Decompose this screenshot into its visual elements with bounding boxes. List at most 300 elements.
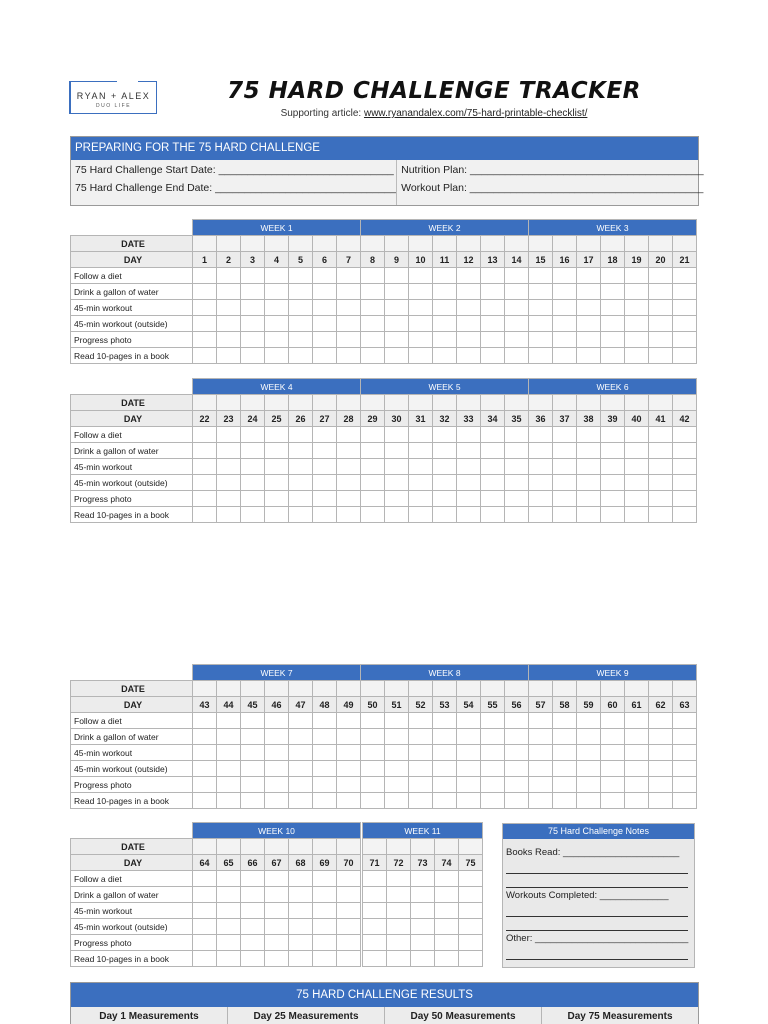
notes-rule[interactable] xyxy=(506,946,688,960)
checkbox-cell[interactable] xyxy=(361,443,385,459)
checkbox-cell[interactable] xyxy=(673,284,697,300)
date-cell[interactable] xyxy=(409,395,433,411)
checkbox-cell[interactable] xyxy=(625,300,649,316)
checkbox-cell[interactable] xyxy=(363,935,387,951)
nutrition-plan-field[interactable]: Nutrition Plan: ________________________________________ xyxy=(401,164,704,176)
date-cell[interactable] xyxy=(313,236,337,252)
checkbox-cell[interactable] xyxy=(435,887,459,903)
end-date-field[interactable]: 75 Hard Challenge End Date: _______________________________ xyxy=(75,182,397,194)
checkbox-cell[interactable] xyxy=(553,459,577,475)
date-cell[interactable] xyxy=(217,395,241,411)
checkbox-cell[interactable] xyxy=(553,284,577,300)
checkbox-cell[interactable] xyxy=(481,761,505,777)
checkbox-cell[interactable] xyxy=(337,729,361,745)
checkbox-cell[interactable] xyxy=(625,348,649,364)
checkbox-cell[interactable] xyxy=(529,475,553,491)
checkbox-cell[interactable] xyxy=(577,348,601,364)
checkbox-cell[interactable] xyxy=(673,443,697,459)
date-cell[interactable] xyxy=(409,236,433,252)
checkbox-cell[interactable] xyxy=(289,284,313,300)
checkbox-cell[interactable] xyxy=(265,903,289,919)
checkbox-cell[interactable] xyxy=(601,793,625,809)
checkbox-cell[interactable] xyxy=(337,348,361,364)
checkbox-cell[interactable] xyxy=(409,777,433,793)
checkbox-cell[interactable] xyxy=(241,713,265,729)
checkbox-cell[interactable] xyxy=(411,887,435,903)
checkbox-cell[interactable] xyxy=(457,745,481,761)
checkbox-cell[interactable] xyxy=(529,443,553,459)
checkbox-cell[interactable] xyxy=(265,729,289,745)
checkbox-cell[interactable] xyxy=(217,459,241,475)
checkbox-cell[interactable] xyxy=(649,316,673,332)
checkbox-cell[interactable] xyxy=(385,793,409,809)
checkbox-cell[interactable] xyxy=(529,793,553,809)
checkbox-cell[interactable] xyxy=(601,761,625,777)
checkbox-cell[interactable] xyxy=(601,507,625,523)
checkbox-cell[interactable] xyxy=(361,745,385,761)
date-cell[interactable] xyxy=(577,395,601,411)
checkbox-cell[interactable] xyxy=(289,919,313,935)
checkbox-cell[interactable] xyxy=(433,427,457,443)
checkbox-cell[interactable] xyxy=(241,887,265,903)
checkbox-cell[interactable] xyxy=(459,951,483,967)
date-cell[interactable] xyxy=(193,839,217,855)
date-cell[interactable] xyxy=(385,681,409,697)
checkbox-cell[interactable] xyxy=(387,951,411,967)
checkbox-cell[interactable] xyxy=(337,316,361,332)
checkbox-cell[interactable] xyxy=(337,935,361,951)
checkbox-cell[interactable] xyxy=(529,316,553,332)
checkbox-cell[interactable] xyxy=(409,793,433,809)
date-cell[interactable] xyxy=(433,395,457,411)
checkbox-cell[interactable] xyxy=(433,284,457,300)
checkbox-cell[interactable] xyxy=(385,745,409,761)
checkbox-cell[interactable] xyxy=(481,443,505,459)
checkbox-cell[interactable] xyxy=(193,777,217,793)
date-cell[interactable] xyxy=(505,395,529,411)
date-cell[interactable] xyxy=(363,839,387,855)
checkbox-cell[interactable] xyxy=(649,300,673,316)
checkbox-cell[interactable] xyxy=(625,745,649,761)
checkbox-cell[interactable] xyxy=(457,777,481,793)
checkbox-cell[interactable] xyxy=(625,761,649,777)
checkbox-cell[interactable] xyxy=(649,459,673,475)
checkbox-cell[interactable] xyxy=(577,745,601,761)
checkbox-cell[interactable] xyxy=(217,951,241,967)
checkbox-cell[interactable] xyxy=(337,713,361,729)
checkbox-cell[interactable] xyxy=(193,871,217,887)
checkbox-cell[interactable] xyxy=(313,284,337,300)
checkbox-cell[interactable] xyxy=(433,475,457,491)
checkbox-cell[interactable] xyxy=(193,300,217,316)
checkbox-cell[interactable] xyxy=(385,284,409,300)
checkbox-cell[interactable] xyxy=(433,459,457,475)
checkbox-cell[interactable] xyxy=(435,919,459,935)
checkbox-cell[interactable] xyxy=(289,507,313,523)
checkbox-cell[interactable] xyxy=(649,475,673,491)
checkbox-cell[interactable] xyxy=(289,300,313,316)
checkbox-cell[interactable] xyxy=(217,745,241,761)
checkbox-cell[interactable] xyxy=(673,268,697,284)
checkbox-cell[interactable] xyxy=(265,348,289,364)
date-cell[interactable] xyxy=(337,395,361,411)
date-cell[interactable] xyxy=(553,236,577,252)
checkbox-cell[interactable] xyxy=(577,729,601,745)
checkbox-cell[interactable] xyxy=(313,871,337,887)
checkbox-cell[interactable] xyxy=(409,729,433,745)
date-cell[interactable] xyxy=(459,839,483,855)
checkbox-cell[interactable] xyxy=(673,475,697,491)
checkbox-cell[interactable] xyxy=(265,713,289,729)
checkbox-cell[interactable] xyxy=(625,443,649,459)
checkbox-cell[interactable] xyxy=(529,745,553,761)
checkbox-cell[interactable] xyxy=(433,316,457,332)
checkbox-cell[interactable] xyxy=(265,793,289,809)
checkbox-cell[interactable] xyxy=(625,268,649,284)
checkbox-cell[interactable] xyxy=(337,761,361,777)
date-cell[interactable] xyxy=(625,395,649,411)
date-cell[interactable] xyxy=(457,236,481,252)
checkbox-cell[interactable] xyxy=(313,316,337,332)
checkbox-cell[interactable] xyxy=(433,507,457,523)
checkbox-cell[interactable] xyxy=(265,300,289,316)
checkbox-cell[interactable] xyxy=(361,729,385,745)
checkbox-cell[interactable] xyxy=(193,348,217,364)
checkbox-cell[interactable] xyxy=(673,332,697,348)
checkbox-cell[interactable] xyxy=(217,332,241,348)
checkbox-cell[interactable] xyxy=(289,887,313,903)
checkbox-cell[interactable] xyxy=(193,284,217,300)
checkbox-cell[interactable] xyxy=(313,745,337,761)
checkbox-cell[interactable] xyxy=(649,443,673,459)
notes-rule[interactable] xyxy=(506,903,688,917)
checkbox-cell[interactable] xyxy=(337,443,361,459)
checkbox-cell[interactable] xyxy=(409,332,433,348)
date-cell[interactable] xyxy=(625,236,649,252)
date-cell[interactable] xyxy=(193,681,217,697)
checkbox-cell[interactable] xyxy=(289,491,313,507)
checkbox-cell[interactable] xyxy=(433,745,457,761)
checkbox-cell[interactable] xyxy=(385,427,409,443)
checkbox-cell[interactable] xyxy=(481,713,505,729)
checkbox-cell[interactable] xyxy=(385,777,409,793)
checkbox-cell[interactable] xyxy=(289,793,313,809)
checkbox-cell[interactable] xyxy=(241,903,265,919)
date-cell[interactable] xyxy=(481,395,505,411)
date-cell[interactable] xyxy=(313,681,337,697)
checkbox-cell[interactable] xyxy=(553,427,577,443)
checkbox-cell[interactable] xyxy=(649,332,673,348)
checkbox-cell[interactable] xyxy=(457,348,481,364)
checkbox-cell[interactable] xyxy=(217,475,241,491)
checkbox-cell[interactable] xyxy=(409,268,433,284)
checkbox-cell[interactable] xyxy=(193,427,217,443)
checkbox-cell[interactable] xyxy=(241,919,265,935)
date-cell[interactable] xyxy=(481,681,505,697)
checkbox-cell[interactable] xyxy=(313,443,337,459)
checkbox-cell[interactable] xyxy=(529,777,553,793)
checkbox-cell[interactable] xyxy=(553,777,577,793)
checkbox-cell[interactable] xyxy=(241,951,265,967)
checkbox-cell[interactable] xyxy=(217,300,241,316)
checkbox-cell[interactable] xyxy=(625,316,649,332)
checkbox-cell[interactable] xyxy=(363,951,387,967)
checkbox-cell[interactable] xyxy=(289,348,313,364)
date-cell[interactable] xyxy=(385,236,409,252)
checkbox-cell[interactable] xyxy=(601,777,625,793)
checkbox-cell[interactable] xyxy=(457,507,481,523)
checkbox-cell[interactable] xyxy=(193,919,217,935)
checkbox-cell[interactable] xyxy=(265,871,289,887)
checkbox-cell[interactable] xyxy=(505,459,529,475)
date-cell[interactable] xyxy=(649,395,673,411)
checkbox-cell[interactable] xyxy=(193,491,217,507)
checkbox-cell[interactable] xyxy=(409,300,433,316)
checkbox-cell[interactable] xyxy=(337,268,361,284)
checkbox-cell[interactable] xyxy=(265,951,289,967)
checkbox-cell[interactable] xyxy=(265,507,289,523)
checkbox-cell[interactable] xyxy=(457,459,481,475)
checkbox-cell[interactable] xyxy=(289,475,313,491)
checkbox-cell[interactable] xyxy=(625,777,649,793)
checkbox-cell[interactable] xyxy=(625,713,649,729)
date-cell[interactable] xyxy=(387,839,411,855)
checkbox-cell[interactable] xyxy=(601,491,625,507)
checkbox-cell[interactable] xyxy=(193,761,217,777)
checkbox-cell[interactable] xyxy=(241,935,265,951)
checkbox-cell[interactable] xyxy=(217,316,241,332)
checkbox-cell[interactable] xyxy=(217,443,241,459)
checkbox-cell[interactable] xyxy=(241,332,265,348)
checkbox-cell[interactable] xyxy=(409,316,433,332)
date-cell[interactable] xyxy=(435,839,459,855)
checkbox-cell[interactable] xyxy=(241,316,265,332)
date-cell[interactable] xyxy=(361,395,385,411)
checkbox-cell[interactable] xyxy=(459,935,483,951)
checkbox-cell[interactable] xyxy=(409,491,433,507)
checkbox-cell[interactable] xyxy=(385,459,409,475)
checkbox-cell[interactable] xyxy=(459,871,483,887)
checkbox-cell[interactable] xyxy=(265,443,289,459)
date-cell[interactable] xyxy=(505,236,529,252)
date-cell[interactable] xyxy=(433,236,457,252)
checkbox-cell[interactable] xyxy=(337,491,361,507)
checkbox-cell[interactable] xyxy=(481,427,505,443)
checkbox-cell[interactable] xyxy=(505,729,529,745)
checkbox-cell[interactable] xyxy=(193,935,217,951)
checkbox-cell[interactable] xyxy=(363,887,387,903)
checkbox-cell[interactable] xyxy=(435,935,459,951)
checkbox-cell[interactable] xyxy=(289,761,313,777)
checkbox-cell[interactable] xyxy=(673,316,697,332)
checkbox-cell[interactable] xyxy=(505,300,529,316)
checkbox-cell[interactable] xyxy=(289,316,313,332)
date-cell[interactable] xyxy=(361,236,385,252)
checkbox-cell[interactable] xyxy=(577,777,601,793)
checkbox-cell[interactable] xyxy=(289,871,313,887)
date-cell[interactable] xyxy=(553,681,577,697)
checkbox-cell[interactable] xyxy=(457,316,481,332)
checkbox-cell[interactable] xyxy=(193,887,217,903)
checkbox-cell[interactable] xyxy=(673,713,697,729)
checkbox-cell[interactable] xyxy=(529,761,553,777)
checkbox-cell[interactable] xyxy=(313,459,337,475)
checkbox-cell[interactable] xyxy=(529,713,553,729)
checkbox-cell[interactable] xyxy=(411,871,435,887)
date-cell[interactable] xyxy=(625,681,649,697)
checkbox-cell[interactable] xyxy=(217,491,241,507)
date-cell[interactable] xyxy=(409,681,433,697)
date-cell[interactable] xyxy=(577,681,601,697)
checkbox-cell[interactable] xyxy=(409,475,433,491)
checkbox-cell[interactable] xyxy=(481,332,505,348)
checkbox-cell[interactable] xyxy=(313,491,337,507)
checkbox-cell[interactable] xyxy=(433,729,457,745)
checkbox-cell[interactable] xyxy=(481,507,505,523)
checkbox-cell[interactable] xyxy=(577,459,601,475)
checkbox-cell[interactable] xyxy=(457,729,481,745)
checkbox-cell[interactable] xyxy=(313,761,337,777)
checkbox-cell[interactable] xyxy=(553,316,577,332)
checkbox-cell[interactable] xyxy=(673,793,697,809)
date-cell[interactable] xyxy=(649,236,673,252)
checkbox-cell[interactable] xyxy=(241,427,265,443)
checkbox-cell[interactable] xyxy=(601,427,625,443)
checkbox-cell[interactable] xyxy=(361,507,385,523)
checkbox-cell[interactable] xyxy=(385,268,409,284)
date-cell[interactable] xyxy=(193,236,217,252)
checkbox-cell[interactable] xyxy=(435,871,459,887)
checkbox-cell[interactable] xyxy=(577,316,601,332)
checkbox-cell[interactable] xyxy=(265,284,289,300)
checkbox-cell[interactable] xyxy=(361,713,385,729)
checkbox-cell[interactable] xyxy=(481,745,505,761)
checkbox-cell[interactable] xyxy=(505,316,529,332)
checkbox-cell[interactable] xyxy=(289,332,313,348)
date-cell[interactable] xyxy=(673,395,697,411)
checkbox-cell[interactable] xyxy=(217,268,241,284)
checkbox-cell[interactable] xyxy=(193,316,217,332)
checkbox-cell[interactable] xyxy=(337,745,361,761)
checkbox-cell[interactable] xyxy=(241,300,265,316)
checkbox-cell[interactable] xyxy=(457,713,481,729)
checkbox-cell[interactable] xyxy=(385,316,409,332)
checkbox-cell[interactable] xyxy=(265,887,289,903)
checkbox-cell[interactable] xyxy=(553,491,577,507)
checkbox-cell[interactable] xyxy=(337,919,361,935)
checkbox-cell[interactable] xyxy=(217,761,241,777)
date-cell[interactable] xyxy=(289,236,313,252)
checkbox-cell[interactable] xyxy=(387,935,411,951)
checkbox-cell[interactable] xyxy=(433,761,457,777)
checkbox-cell[interactable] xyxy=(241,348,265,364)
checkbox-cell[interactable] xyxy=(433,268,457,284)
checkbox-cell[interactable] xyxy=(289,459,313,475)
checkbox-cell[interactable] xyxy=(433,348,457,364)
checkbox-cell[interactable] xyxy=(361,316,385,332)
checkbox-cell[interactable] xyxy=(361,761,385,777)
checkbox-cell[interactable] xyxy=(241,459,265,475)
checkbox-cell[interactable] xyxy=(217,887,241,903)
checkbox-cell[interactable] xyxy=(361,268,385,284)
checkbox-cell[interactable] xyxy=(433,332,457,348)
checkbox-cell[interactable] xyxy=(577,713,601,729)
checkbox-cell[interactable] xyxy=(577,793,601,809)
checkbox-cell[interactable] xyxy=(649,745,673,761)
checkbox-cell[interactable] xyxy=(217,793,241,809)
checkbox-cell[interactable] xyxy=(553,507,577,523)
checkbox-cell[interactable] xyxy=(625,332,649,348)
checkbox-cell[interactable] xyxy=(481,316,505,332)
checkbox-cell[interactable] xyxy=(385,491,409,507)
checkbox-cell[interactable] xyxy=(601,729,625,745)
checkbox-cell[interactable] xyxy=(241,284,265,300)
checkbox-cell[interactable] xyxy=(217,427,241,443)
checkbox-cell[interactable] xyxy=(385,729,409,745)
checkbox-cell[interactable] xyxy=(505,475,529,491)
notes-rule[interactable] xyxy=(506,917,688,931)
checkbox-cell[interactable] xyxy=(577,491,601,507)
checkbox-cell[interactable] xyxy=(217,871,241,887)
checkbox-cell[interactable] xyxy=(505,268,529,284)
checkbox-cell[interactable] xyxy=(241,871,265,887)
supporting-article-link[interactable]: www.ryanandalex.com/75-hard-printable-checklist/ xyxy=(363,108,588,119)
checkbox-cell[interactable] xyxy=(649,284,673,300)
checkbox-cell[interactable] xyxy=(553,300,577,316)
checkbox-cell[interactable] xyxy=(673,729,697,745)
checkbox-cell[interactable] xyxy=(673,348,697,364)
checkbox-cell[interactable] xyxy=(385,507,409,523)
checkbox-cell[interactable] xyxy=(313,332,337,348)
checkbox-cell[interactable] xyxy=(265,935,289,951)
checkbox-cell[interactable] xyxy=(265,777,289,793)
checkbox-cell[interactable] xyxy=(193,332,217,348)
checkbox-cell[interactable] xyxy=(241,761,265,777)
checkbox-cell[interactable] xyxy=(361,793,385,809)
date-cell[interactable] xyxy=(649,681,673,697)
checkbox-cell[interactable] xyxy=(553,729,577,745)
checkbox-cell[interactable] xyxy=(217,507,241,523)
checkbox-cell[interactable] xyxy=(601,300,625,316)
checkbox-cell[interactable] xyxy=(649,348,673,364)
checkbox-cell[interactable] xyxy=(313,475,337,491)
date-cell[interactable] xyxy=(289,681,313,697)
checkbox-cell[interactable] xyxy=(361,427,385,443)
checkbox-cell[interactable] xyxy=(289,268,313,284)
checkbox-cell[interactable] xyxy=(529,507,553,523)
checkbox-cell[interactable] xyxy=(313,300,337,316)
date-cell[interactable] xyxy=(265,839,289,855)
checkbox-cell[interactable] xyxy=(433,300,457,316)
checkbox-cell[interactable] xyxy=(481,300,505,316)
checkbox-cell[interactable] xyxy=(361,300,385,316)
checkbox-cell[interactable] xyxy=(313,919,337,935)
date-cell[interactable] xyxy=(217,236,241,252)
checkbox-cell[interactable] xyxy=(553,793,577,809)
notes-rule[interactable] xyxy=(506,874,688,888)
checkbox-cell[interactable] xyxy=(387,919,411,935)
checkbox-cell[interactable] xyxy=(313,935,337,951)
checkbox-cell[interactable] xyxy=(553,443,577,459)
checkbox-cell[interactable] xyxy=(385,443,409,459)
date-cell[interactable] xyxy=(265,236,289,252)
checkbox-cell[interactable] xyxy=(361,284,385,300)
checkbox-cell[interactable] xyxy=(577,475,601,491)
checkbox-cell[interactable] xyxy=(601,459,625,475)
checkbox-cell[interactable] xyxy=(553,348,577,364)
checkbox-cell[interactable] xyxy=(481,284,505,300)
checkbox-cell[interactable] xyxy=(505,507,529,523)
